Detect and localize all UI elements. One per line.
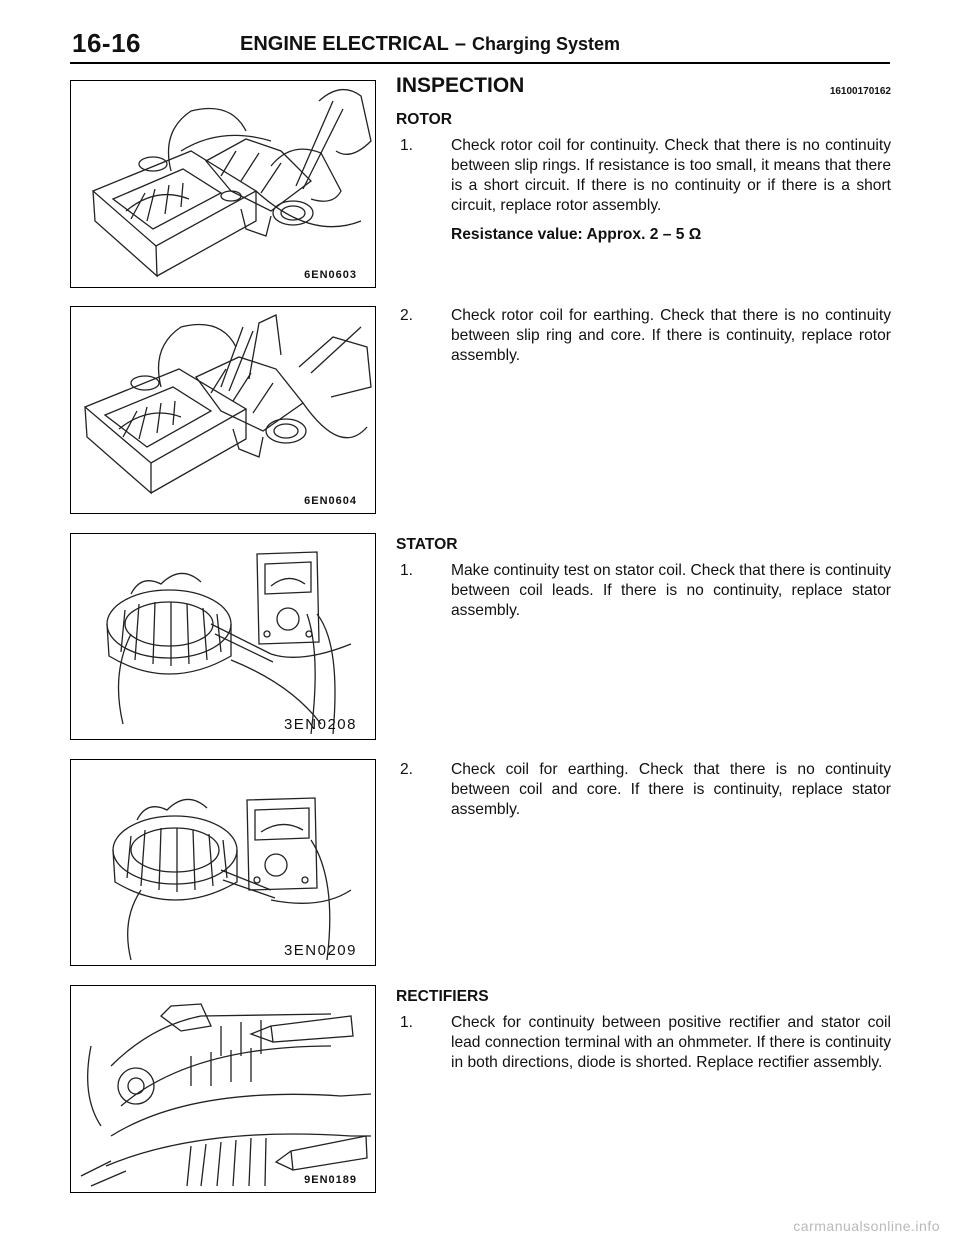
stator-earthing-section: [396, 760, 891, 820]
step-text: Check for continuity between positive rectifier and stator coil lead connection terminal with an ohmmeter. If there is continuity in both directions, diode is shorted. Replace rectifier assembly.: [451, 1014, 891, 1071]
figure-stator-earthing: [70, 759, 376, 966]
figure-code: 3EN0209: [283, 942, 357, 959]
rotor-section: [396, 76, 891, 245]
stator-section: [396, 531, 891, 621]
rotor-step-1: [396, 136, 891, 216]
stator-heading: STATOR: [396, 536, 458, 553]
section-title: Charging System: [472, 34, 621, 54]
rotor-earthing-illustration: [71, 307, 376, 514]
stator-continuity-illustration: [71, 534, 376, 740]
step-text: Check rotor coil for earthing. Check that there is no continuity between slip ring and core. If there is continuity, replace rotor assembly.: [451, 307, 891, 364]
figure-code: 6EN0603: [304, 269, 357, 281]
footer-watermark: carmanualsonline.info: [793, 1218, 940, 1234]
stator-step-1: [396, 561, 891, 621]
page-title: [240, 33, 620, 56]
figure-code: 3EN0208: [283, 716, 357, 733]
step-number: 1.: [400, 137, 414, 154]
figure-rectifier: [70, 985, 376, 1193]
rectifiers-heading: RECTIFIERS: [396, 988, 489, 1005]
stator-earthing-illustration: [71, 760, 376, 966]
rotor-continuity-illustration: [71, 81, 376, 288]
inspection-heading: INSPECTION: [396, 74, 525, 97]
resistance-spec: Resistance value: Approx. 2 – 5 Ω: [451, 226, 702, 243]
step-number: 2.: [400, 307, 414, 324]
rotor-step-2: [396, 306, 891, 366]
figure-stator-continuity: [70, 533, 376, 740]
reference-code: 16100170162: [829, 86, 891, 97]
step-text: Check rotor coil for continuity. Check that there is no continuity between slip rings. If resistance is too small, it means that there is a short circuit. If there is no continuity or if there is a short circuit, replace rotor assembly.: [451, 137, 891, 214]
rectifiers-step-1: [396, 1013, 891, 1073]
step-text: Check coil for earthing. Check that there is no continuity between coil and core. If there is continuity, replace stator assembly.: [451, 761, 891, 818]
heading-row: [396, 76, 891, 106]
step-number: 1.: [400, 562, 414, 579]
rotor-heading: ROTOR: [396, 111, 453, 128]
figure-rotor-continuity: [70, 80, 376, 288]
rotor-earthing-section: [396, 306, 891, 366]
figure-code: 9EN0189: [304, 1174, 357, 1186]
rectifier-illustration: [71, 986, 376, 1193]
figure-rotor-earthing: [70, 306, 376, 514]
rectifiers-section: [396, 983, 891, 1073]
title-dash: –: [454, 33, 467, 55]
chapter-title: ENGINE ELECTRICAL: [240, 33, 449, 55]
stator-step-2: [396, 760, 891, 820]
step-number: 1.: [400, 1014, 414, 1031]
figure-code: 6EN0604: [304, 495, 357, 507]
page-number: 16-16: [72, 28, 141, 58]
step-text: Make continuity test on stator coil. Check that there is continuity between coil leads. If there is no continuity, replace stator assembly.: [451, 562, 891, 619]
header-rule: [70, 62, 890, 64]
step-number: 2.: [400, 761, 414, 778]
